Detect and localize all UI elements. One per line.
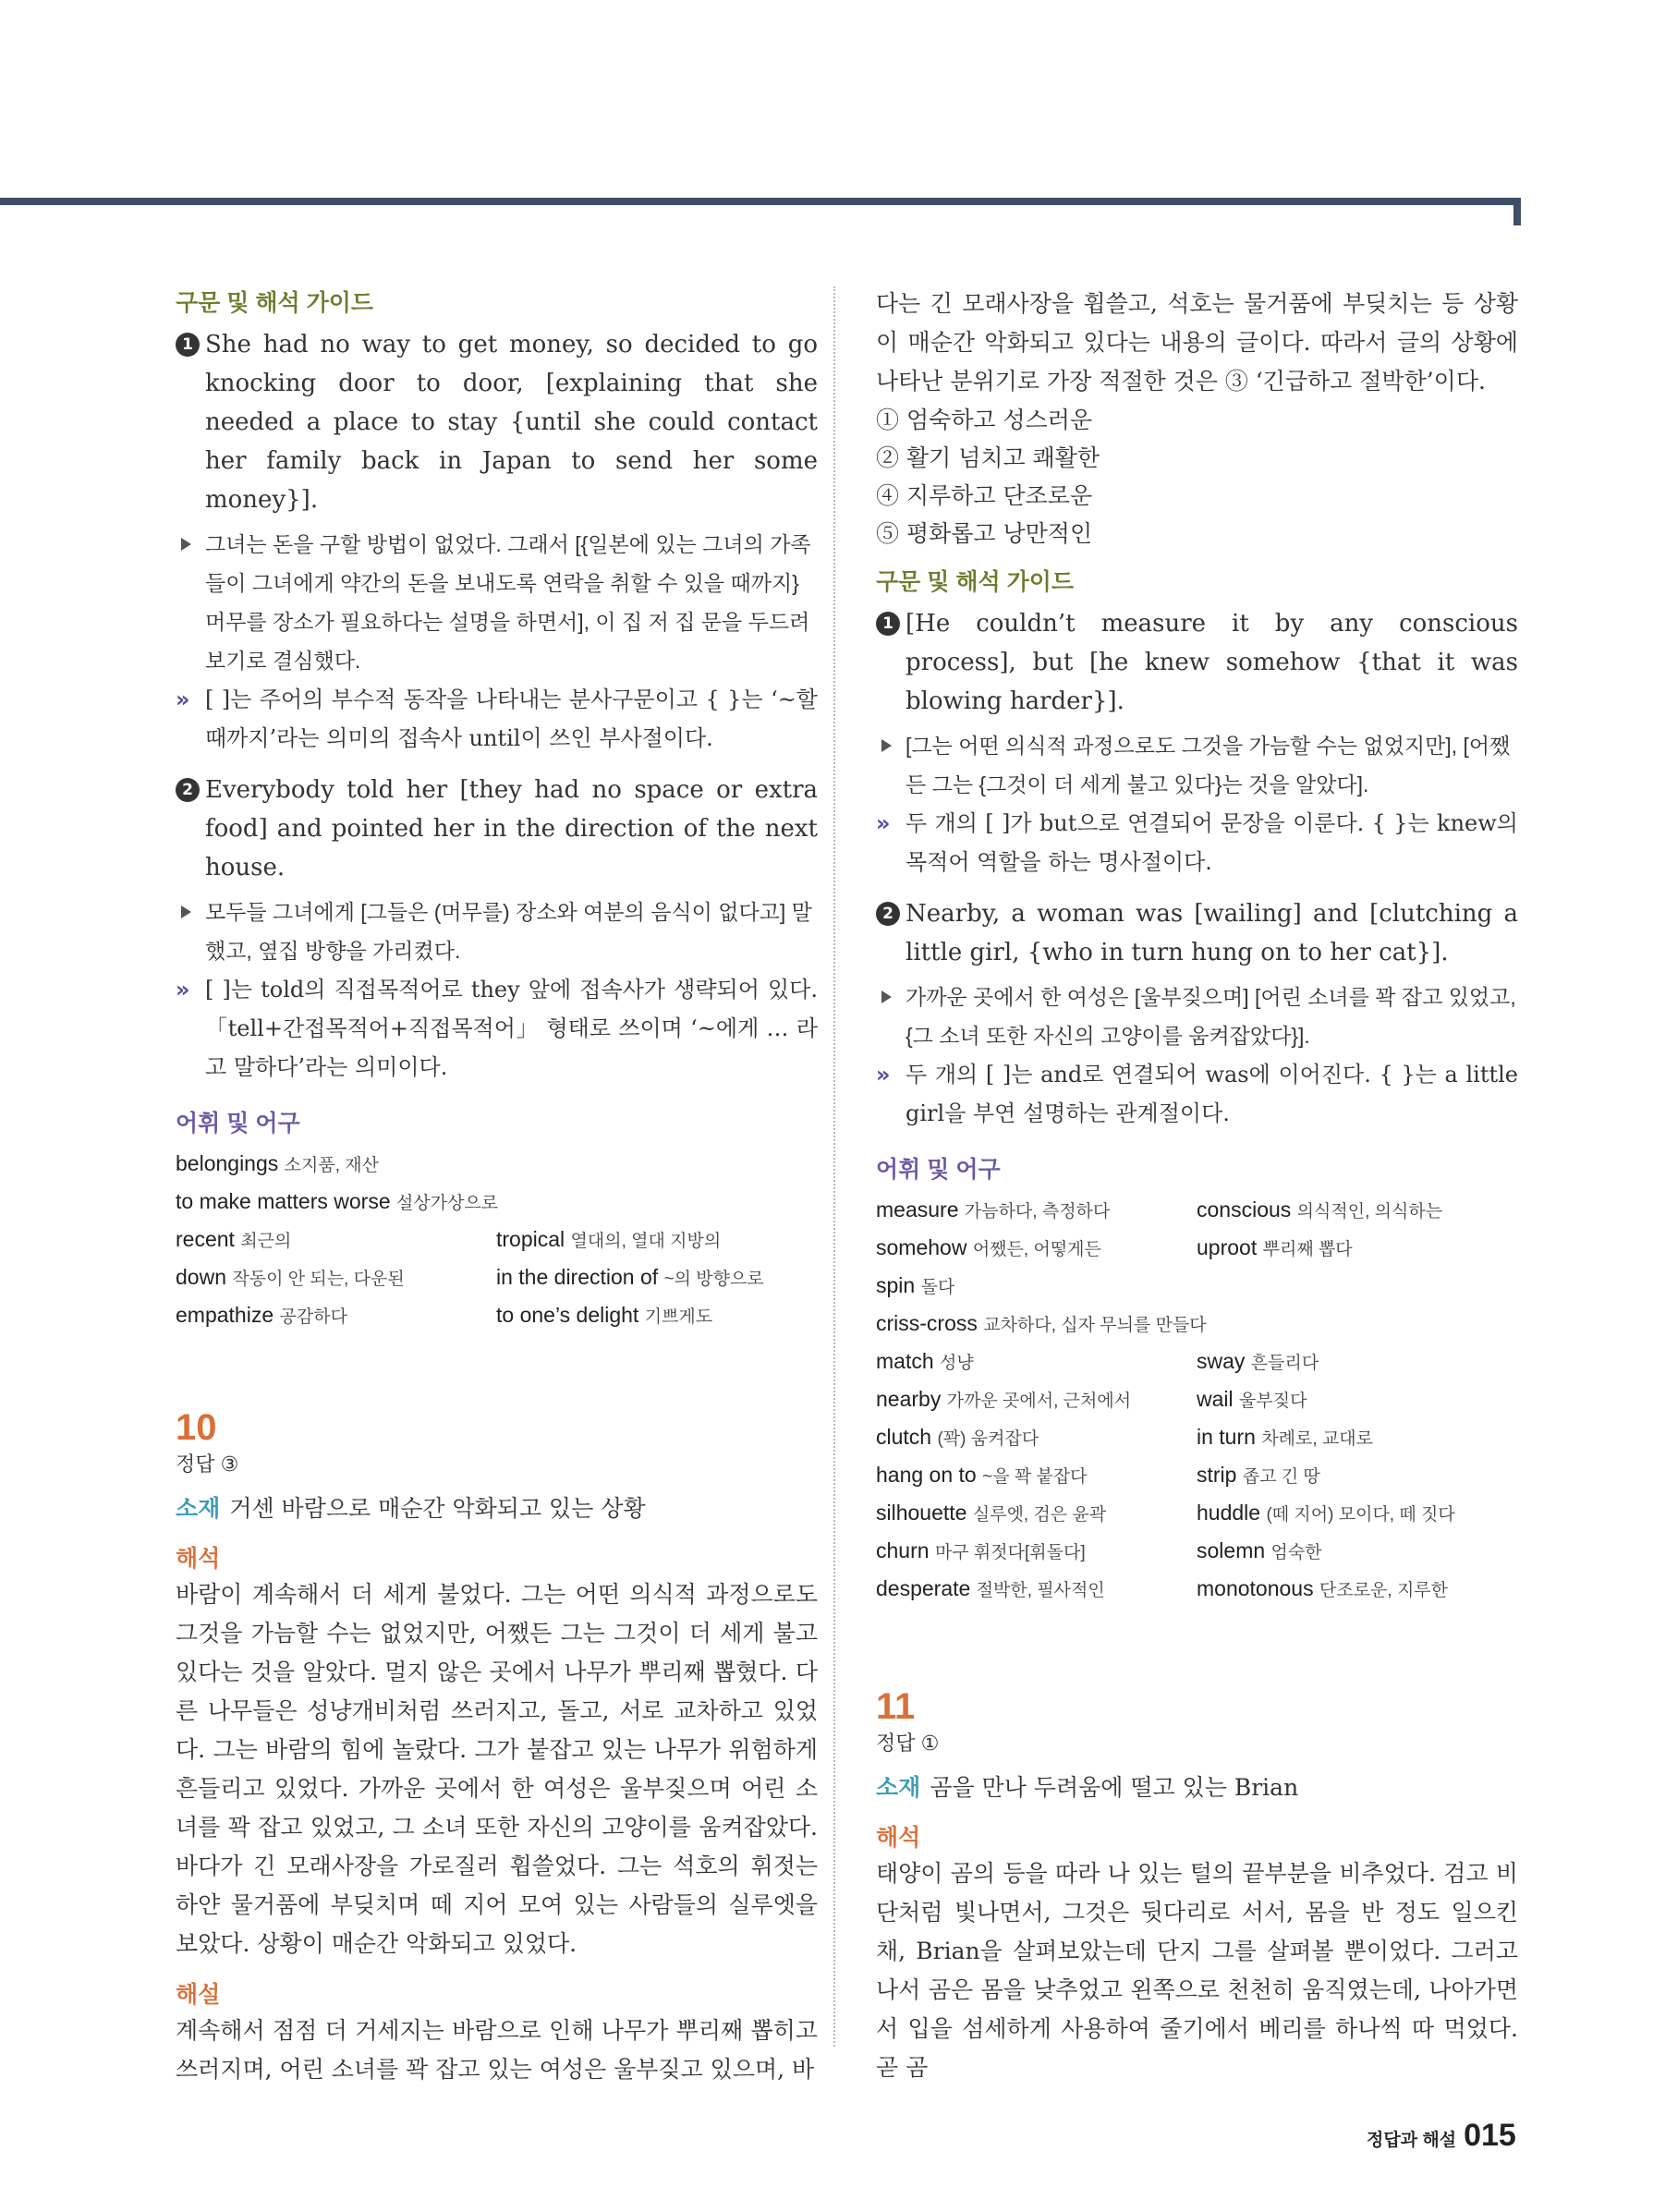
answer: 정답 ③ bbox=[176, 1452, 239, 1476]
vocab-item: empathize 공감하다 bbox=[176, 1303, 347, 1327]
triangle-bullet-icon bbox=[181, 538, 191, 551]
expl-text: 계속해서 점점 더 거세지는 바람으로 인해 나무가 뿌리째 뽑히고 쓰러지며, 어린 소녀를 꽉 잡고 있는 여성은 울부짖고 있으며, 바 bbox=[176, 2017, 818, 2083]
sentence-2-note: » [ ]는 told의 직접목적어로 they 앞에 접속사가 생략되어 있다. 「tell+간접목적어+직접목적어」 형태로 쓰이며 ‘~에게 … 라고 말하다’라는 의미이다. bbox=[176, 970, 818, 1087]
vocab-item: in the direction of ~의 방향으로 bbox=[496, 1265, 764, 1289]
vocab-item: nearby 가까운 곳에서, 근처에서 bbox=[876, 1387, 1132, 1411]
vocab-item: desperate 절박한, 필사적인 bbox=[876, 1576, 1105, 1600]
triangle-bullet-icon bbox=[181, 905, 191, 918]
vocab-item: uproot 뿌리째 뽑다 bbox=[1197, 1235, 1353, 1259]
vocab-list bbox=[876, 1192, 1518, 1609]
vocab-item: measure 가늠하다, 측정하다 bbox=[876, 1197, 1111, 1221]
vocab-item: spin 돌다 bbox=[876, 1273, 955, 1297]
sentence-2 bbox=[176, 771, 818, 887]
vocab-item: criss-cross 교차하다, 십자 무늬를 만들다 bbox=[876, 1311, 1207, 1335]
sentence-1-translation: 그녀는 돈을 구할 방법이 없었다. 그래서 [{일본에 있는 그녀의 가족들이 그녀에게 약간의 돈을 보내도록 연락을 취할 수 있을 때까지} 머무를 장소가 필요하다는 설명을 하면서], 이 집 저 집 문을 두드려 보기로 결심했다. bbox=[176, 525, 818, 680]
vocab-item: solemn 엄숙한 bbox=[1197, 1538, 1322, 1562]
sentence-1 bbox=[876, 604, 1518, 721]
sentence-1-note: » 두 개의 [ ]가 but으로 연결되어 문장을 이룬다. { }는 knew의 목적어 역할을 하는 명사절이다. bbox=[876, 804, 1518, 881]
expl-heading: 해설 bbox=[176, 1982, 221, 2008]
topic-line bbox=[876, 1769, 1518, 1806]
column-divider bbox=[833, 286, 835, 2047]
double-arrow-icon: » bbox=[876, 1062, 885, 1088]
interp-text: 바람이 계속해서 더 세게 불었다. 그는 어떤 의식적 과정으로도 그것을 가늠할 수는 없었지만, 어쨌든 그는 그것이 더 세게 불고 있다는 것을 알았다. 멀지 않은 곳에서 나무가 뿌리째 뽑혔다. 다른 나무들은 성냥개비처럼 쓰러지고, 돌고, 서로 교차하고 있었다. 그는 바람의 힘에 놀랐다. 그가 붙잡고 있는 나무가 위험하게 흔들리고 있었다. 가까운 곳에서 한 여성은 울부짖으며 어린 소녀를 꽉 잡고 있었고, 그 소녀 또한 자신의 고양이를 움켜잡았다. 바다가 긴 모래사장을 가로질러 휩쓸었다. 그는 석호의 휘젓는 하얀 물거품에 부딪치며 떼 지어 모여 있는 사람들의 실루엣을 보았다. 상황이 매순간 악화되고 있었다. bbox=[176, 1581, 818, 1957]
vocab-item: down 작동이 안 되는, 다운된 bbox=[176, 1265, 405, 1289]
interp-heading: 해석 bbox=[176, 1546, 221, 1572]
interp-heading: 해석 bbox=[876, 1825, 921, 1851]
sentence-2-english: Everybody told her [they had no space or extra food] and pointed her in the direction of the next house. bbox=[205, 776, 818, 881]
triangle-bullet-icon bbox=[881, 991, 892, 1003]
vocab-item: in turn 차례로, 교대로 bbox=[1197, 1425, 1374, 1449]
topic-text: 곰을 만나 두려움에 떨고 있는 Brian bbox=[930, 1774, 1299, 1801]
sentence-2-translation: 가까운 곳에서 한 여성은 [울부짖으며] [어린 소녀를 꽉 잡고 있었고, {그 소녀 또한 자신의 고양이를 움켜잡았다}]. bbox=[876, 978, 1518, 1055]
guide-heading: 구문 및 해석 가이드 bbox=[876, 569, 1075, 595]
vocab-item: wail 울부짖다 bbox=[1197, 1387, 1307, 1411]
double-arrow-icon: » bbox=[876, 810, 885, 836]
vocab-item: hang on to ~을 꽉 붙잡다 bbox=[876, 1463, 1088, 1487]
sentence-2-translation: 모두들 그녀에게 [그들은 (머무를) 장소와 여분의 음식이 없다고] 말했고, 옆집 방향을 가리켰다. bbox=[176, 893, 818, 970]
question-number: 10 bbox=[176, 1407, 217, 1448]
vocab-item: strip 좁고 긴 땅 bbox=[1197, 1463, 1320, 1487]
vocab-item: to one’s delight 기쁘게도 bbox=[496, 1303, 713, 1327]
topic-text: 거센 바람으로 매순간 악화되고 있는 상황 bbox=[229, 1495, 646, 1522]
question-number: 11 bbox=[876, 1686, 916, 1727]
header-rule-end bbox=[1513, 198, 1521, 225]
vocab-item: monotonous 단조로운, 지루한 bbox=[1197, 1576, 1449, 1600]
sentence-2-english: Nearby, a woman was [wailing] and [clutching a little girl, {who in turn hung on to her cat}]. bbox=[906, 900, 1518, 966]
vocab-item: belongings 소지품, 재산 bbox=[176, 1151, 379, 1175]
double-arrow-icon: » bbox=[176, 687, 185, 712]
choice: ④ 지루하고 단조로운 bbox=[876, 482, 1093, 509]
topic-line bbox=[176, 1490, 818, 1527]
sentence-2-note: » 두 개의 [ ]는 and로 연결되어 was에 이어진다. { }는 a little girl을 부연 설명하는 관계절이다. bbox=[876, 1055, 1518, 1133]
guide-heading: 구문 및 해석 가이드 bbox=[176, 290, 374, 316]
header-rule bbox=[0, 198, 1521, 205]
sentence-1-translation: [그는 어떤 의식적 과정으로도 그것을 가늠할 수는 없었지만], [어쨌든 그는 {그것이 더 세게 불고 있다}는 것을 알았다]. bbox=[876, 726, 1518, 804]
sentence-number-badge: 2 bbox=[876, 902, 900, 926]
sentence-number-badge: 2 bbox=[176, 778, 200, 802]
triangle-bullet-icon bbox=[881, 739, 892, 752]
sentence-1 bbox=[176, 325, 818, 519]
vocab-item: tropical 열대의, 열대 지방의 bbox=[496, 1227, 722, 1251]
vocab-heading: 어휘 및 어구 bbox=[876, 1157, 1001, 1183]
double-arrow-icon: » bbox=[176, 977, 185, 1003]
sentence-1-english: [He couldn’t measure it by any conscious process], but [he knew somehow {that it was blowing harder}]. bbox=[906, 610, 1518, 715]
vocab-item: somehow 어쨌든, 어떻게든 bbox=[876, 1235, 1101, 1259]
vocab-item: to make matters worse 설상가상으로 bbox=[176, 1189, 499, 1213]
page-number: 015 bbox=[1464, 2118, 1516, 2153]
sentence-2 bbox=[876, 894, 1518, 972]
right-column bbox=[876, 285, 1518, 2087]
vocab-item: churn 마구 휘젓다[휘돌다] bbox=[876, 1538, 1086, 1562]
sentence-1-note: » [ ]는 주어의 부수적 동작을 나타내는 분사구문이고 { }는 ‘~할 때까지’라는 의미의 접속사 until이 쓰인 부사절이다. bbox=[176, 680, 818, 758]
answer: 정답 ① bbox=[876, 1732, 940, 1755]
vocab-heading: 어휘 및 어구 bbox=[176, 1111, 300, 1136]
sentence-number-badge: 1 bbox=[176, 333, 200, 357]
vocab-item: sway 흔들리다 bbox=[1197, 1349, 1319, 1373]
sentence-1-english: She had no way to get money, so decided to go knocking door to door, [explaining that she needed a place to stay {until she could contact her family back in Japan to send her some money}]. bbox=[205, 331, 818, 514]
left-column bbox=[176, 285, 818, 2089]
expl-continued: 다는 긴 모래사장을 휩쓸고, 석호는 물거품에 부딪치는 등 상황이 매순간 악화되고 있다는 내용의 글이다. 따라서 글의 상황에 나타난 분위기로 가장 적절한 것은 ③ ‘긴급하고 절박한’이다. bbox=[876, 290, 1518, 395]
topic-label: 소재 bbox=[176, 1496, 221, 1522]
choice: ① 엄숙하고 성스러운 bbox=[876, 407, 1093, 433]
vocab-item: recent 최근의 bbox=[176, 1227, 292, 1251]
topic-label: 소재 bbox=[876, 1775, 921, 1801]
page-footer bbox=[1367, 2118, 1516, 2154]
sentence-number-badge: 1 bbox=[876, 612, 900, 636]
interp-text: 태양이 곰의 등을 따라 나 있는 털의 끝부분을 비추었다. 검고 비단처럼 빛나면서, 그것은 뒷다리로 서서, 몸을 반 정도 일으킨 채, Brian을 살펴보았는데 단지 그를 살펴볼 뿐이었다. 그러고 나서 곰은 몸을 낮추었고 왼쪽으로 천천히 움직였는데, 나아가면서 입을 섬세하게 사용하여 줄기에서 베리를 하나씩 따 먹었다. 곧 곰 bbox=[876, 1860, 1518, 2081]
vocab-item: conscious 의식적인, 의식하는 bbox=[1197, 1197, 1443, 1221]
footer-label: 정답과 해설 bbox=[1367, 2131, 1457, 2150]
vocab-item: silhouette 실루엣, 검은 윤곽 bbox=[876, 1501, 1107, 1525]
vocab-item: huddle (떼 지어) 모이다, 떼 짓다 bbox=[1197, 1501, 1455, 1525]
choice: ⑤ 평화롭고 낭만적인 bbox=[876, 520, 1093, 547]
choice: ② 활기 넘치고 쾌활한 bbox=[876, 444, 1100, 471]
vocab-list bbox=[176, 1146, 818, 1335]
vocab-item: clutch (꽉) 움켜잡다 bbox=[876, 1425, 1039, 1449]
vocab-item: match 성냥 bbox=[876, 1349, 974, 1373]
